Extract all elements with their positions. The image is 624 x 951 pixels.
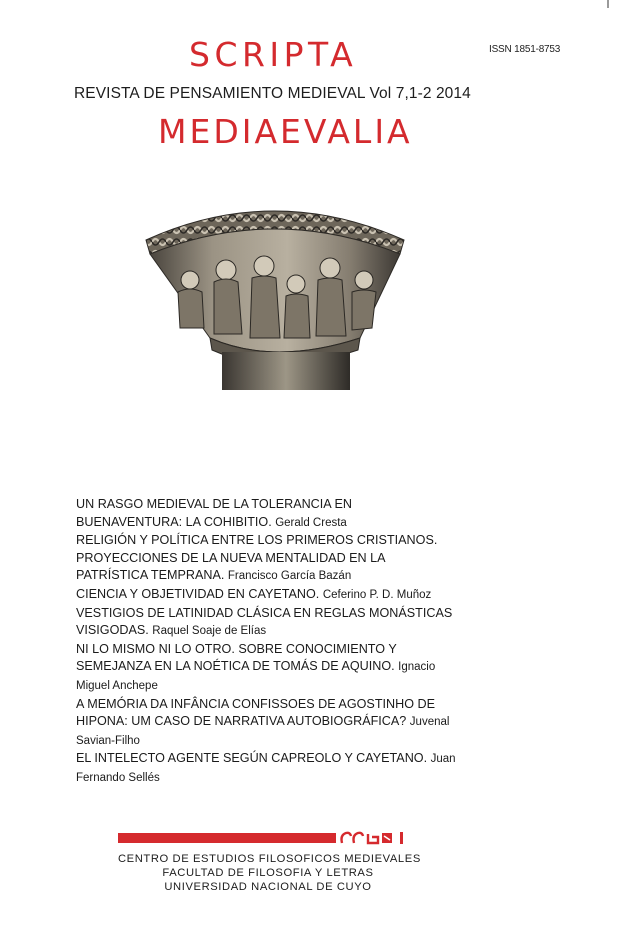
journal-subtitle: REVISTA DE PENSAMIENTO MEDIEVAL Vol 7,1-2 2014 (74, 85, 471, 102)
toc-entry (76, 641, 456, 696)
institution-faculty: FACULTAD DE FILOSOFIA Y LETRAS (162, 867, 374, 879)
institution-university: UNIVERSIDAD NACIONAL DE CUYO (164, 881, 372, 893)
article-author: Raquel Soaje de Elías (152, 625, 267, 638)
toc-entry (76, 496, 456, 532)
article-author: Juan Fernando Sellés (76, 753, 456, 784)
article-title: A MEMÓRIA DA INFÂNCIA CONFISSOES DE AGOSTINHO DE HIPONA: UM CASO DE NARRATIVA AUTOBIOGRÁFICA? (76, 696, 435, 729)
footer-accent-bar (118, 833, 418, 843)
red-band (118, 833, 336, 843)
article-title: VESTIGIOS DE LATINIDAD CLÁSICA EN REGLAS MONÁSTICAS VISIGODAS. (76, 605, 453, 638)
article-title: NI LO MISMO NI LO OTRO. SOBRE CONOCIMIENTO Y SEMEJANZA EN LA NOÉTICA DE TOMÁS DE AQUINO. (76, 641, 397, 674)
article-author: Francisco García Bazán (227, 570, 352, 583)
toc-entry (76, 586, 456, 605)
article-author: Ceferino P. D. Muñoz (322, 588, 432, 601)
article-title: UN RASGO MEDIEVAL DE LA TOLERANCIA EN BUENAVENTURA: LA COHIBITIO. (76, 497, 352, 529)
journal-title-scripta: SCRIPTA (189, 35, 358, 74)
article-title: RELIGIÓN Y POLÍTICA ENTRE LOS PRIMEROS CRISTIANOS. PROYECCIONES DE LA NUEVA MENTALIDAD EN LA PATRÍSTICA TEMPRANA. (76, 533, 438, 583)
carved-capital-image (138, 188, 410, 390)
toc-entry (76, 696, 456, 751)
toc-entry (76, 532, 456, 586)
toc-entry (76, 605, 456, 641)
journal-title-mediaevalia: MEDIAEVALIA (158, 112, 413, 151)
article-author: Ignacio Miguel Anchepe (76, 661, 436, 692)
article-title: CIENCIA Y OBJETIVIDAD EN CAYETANO. (76, 586, 320, 601)
crop-mark (607, 0, 609, 8)
institution-center: CENTRO DE ESTUDIOS FILOSOFICOS MEDIEVALES (118, 853, 421, 865)
footer-logo-mark (338, 831, 420, 845)
table-of-contents (76, 496, 456, 788)
toc-entry (76, 750, 456, 787)
issn-label: ISSN 1851-8753 (489, 44, 561, 55)
publisher-block (118, 852, 421, 894)
article-author: Gerald Cresta (275, 516, 347, 529)
article-author: Juvenal Savian-Filho (76, 716, 450, 747)
article-title: EL INTELECTO AGENTE SEGÚN CAPREOLO Y CAYETANO. (76, 751, 428, 766)
